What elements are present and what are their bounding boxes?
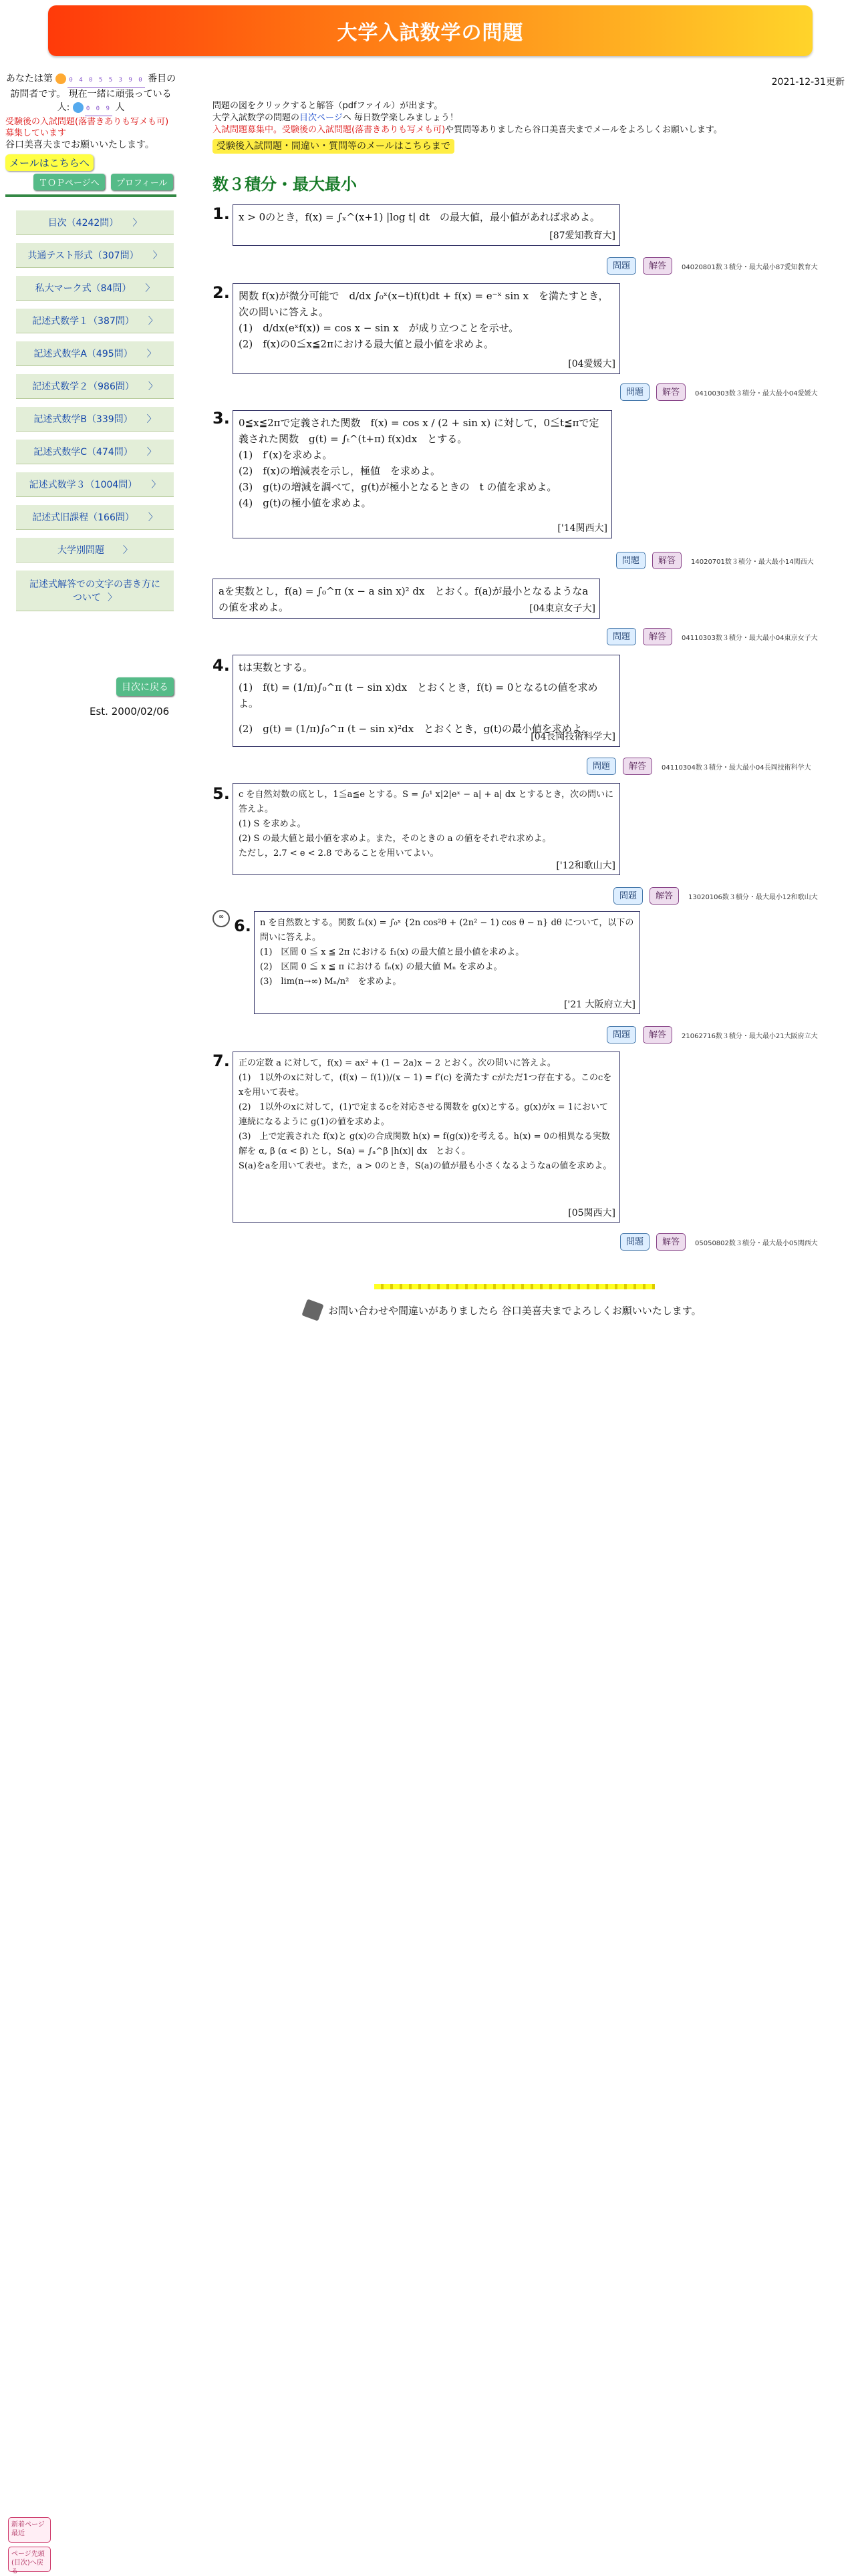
question-button[interactable]: 問題 <box>620 383 650 401</box>
chevron-right-icon: 〉 <box>152 251 162 261</box>
chevron-right-icon: 〉 <box>151 480 161 490</box>
back-to-top-button[interactable]: ページ先頭 (目次)へ戻る <box>8 2547 51 2572</box>
problem-1[interactable]: x > 0のとき，f(x) = ∫ₓ^(x+1) |log t| dt の最大値，最小値があれば求めよ。 [87愛知教育大] <box>233 204 620 246</box>
answer-button[interactable]: 解答 <box>643 628 672 645</box>
problem-3-buttons <box>616 552 814 569</box>
problem-code: 04110303数３積分・最大最小04東京女子大 <box>682 634 818 642</box>
problem-extra[interactable]: aを実数とし，f(a) = ∫₀^π (x − a sin x)² dx とおく。f(a)が最小となるようなaの値を求めよ。 [04東京女子大] <box>212 579 600 619</box>
page-title: 大学入試数学の問題 <box>337 21 524 45</box>
index-page-link[interactable]: 目次ページ <box>299 113 343 123</box>
problem-3[interactable]: 0≦x≦2πで定義された関数 f(x) = cos x / (2 + sin x) に対して，0≦t≦πで定義された関数 g(t) = ∫ₜ^(t+π) f(x)dx とする。 (1) f′(x)を求めよ。 (2) f(x)の増減表を示し，極値 を求めよ。 (3) g(t)の増減を調べて，g(t)が極小となるときの t の値を求めよ。 (4) g(t)の極小値を求めよ。 ['14関西大] <box>233 410 612 538</box>
problem-code: 04110304数３積分・最大最小04長岡技術科学大 <box>662 764 811 772</box>
problem-7[interactable]: 正の定数 a に対して，f(x) = ax² + (1 − 2a)x − 2 とおく。次の問いに答えよ。 (1) 1以外のxに対して，(f(x) − f(1))/(x − 1) = f′(c) を満たす cがただ1つ存在する。このcをxを用いて表せ。 (2) 1以外のxに対して，(1)で定まるcを対応させる関数を g(x)とする。g(x)がx = 1において連続になるように g(1)の値を求めよ。 (3) 上で定義された f(x)と g(x)の合成関数 h(x) = f(g(x))を考える。h(x) = 0の相異なる実数解を α, β (α < β) とし，S(a) = ∫ₐ^β |h(x)| dx とおく。 S(a)をaを用いて表せ。また，a > 0のとき，S(a)の値が最も小さくなるようなaの値を求めよ。 [05関西大] <box>233 1052 620 1223</box>
problem-source: [04長岡技術科学大] <box>531 732 615 742</box>
question-button[interactable]: 問題 <box>616 552 646 569</box>
problem-2-buttons <box>620 383 818 401</box>
problem-6-buttons <box>607 1026 818 1043</box>
chevron-right-icon: 〉 <box>145 283 155 294</box>
problem-source: [87愛知教育大] <box>549 230 615 241</box>
chevron-right-icon: 〉 <box>132 218 142 228</box>
problem-extra-buttons <box>607 628 818 645</box>
menu-item-mathB[interactable]: 記述式数学B（339問） 〉 <box>16 407 174 432</box>
menu-item-math3[interactable]: 記述式数学３（1004問） 〉 <box>16 472 174 497</box>
problem-number: 7. <box>212 1052 230 1070</box>
menu-item-by-university[interactable]: 大学別問題 〉 <box>16 538 174 562</box>
menu-item-math2[interactable]: 記述式数学２（986問） 〉 <box>16 374 174 399</box>
footer-divider <box>374 1284 655 1289</box>
problem-6[interactable]: n を自然数とする。関数 fₙ(x) = ∫₀ˣ {2n cos²θ + (2n² − 1) cos θ − n} dθ について，以下の問いに答えよ。 (1) 区間 0 ≦ x ≦ 2π における f₁(x) の最大値と最小値を求めよ。 (2) 区間 0 ≦ x ≦ π における fₙ(x) の最大値 Mₙ を求めよ。 (3) lim(n→∞) Mₙ/n² を求めよ。 ['21 大阪府立大] <box>254 911 640 1014</box>
answer-button[interactable]: 解答 <box>656 1233 686 1251</box>
problem-source: [05関西大] <box>568 1208 615 1219</box>
menu-item-old-course[interactable]: 記述式旧課程（166問） 〉 <box>16 505 174 530</box>
cube-icon <box>301 1299 323 1321</box>
problem-5[interactable]: c を自然対数の底とし，1≦a≦e とする。S = ∫₀¹ x|2|eˣ − a| + a| dx とするとき，次の問いに答えよ。 (1) S を求めよ。 (2) S の最大値と最小値を求めよ。また，そのときの a の値をそれぞれ求めよ。 ただし，2.7 < e < 2.8 であることを用いてよい。 ['12和歌山大] <box>233 783 620 875</box>
chevron-right-icon: 〉 <box>108 593 117 603</box>
chevron-right-icon: 〉 <box>148 512 158 523</box>
problem-number: 1. <box>212 204 230 223</box>
problem-code: 05050802数３積分・最大最小05関西大 <box>695 1239 818 1247</box>
chevron-right-icon: 〉 <box>146 349 156 359</box>
menu <box>16 200 174 611</box>
profile-button[interactable]: プロフィール <box>111 174 173 190</box>
answer-button[interactable]: 解答 <box>650 887 679 905</box>
recruit-notice: 受験後の入試問題(落書きありも写メも可)募集しています <box>5 117 169 138</box>
problem-number: 2. <box>212 283 230 302</box>
problem-number: 6. <box>234 917 251 935</box>
problem-4-buttons <box>587 758 811 775</box>
problem-code: 04100303数３積分・最大最小04愛媛大 <box>695 389 818 397</box>
answer-button[interactable]: 解答 <box>652 552 682 569</box>
problem-source: ['14関西大] <box>557 523 607 534</box>
menu-item-private-mark[interactable]: 私大マーク式（84問） 〉 <box>16 276 174 301</box>
menu-item-math1[interactable]: 記述式数学１（387問） 〉 <box>16 309 174 333</box>
problem-code: 04020801数３積分・最大最小87愛知教育大 <box>682 263 818 271</box>
visitor-counter: あなたは第 0 4 0 5 5 3 9 0 番目の訪問者です。 現在一緒に頑張っている人: 0 0 9 人 <box>5 72 176 116</box>
chevron-right-icon: 〉 <box>146 414 156 425</box>
back-to-index-button[interactable]: 目次に戻る <box>116 677 174 696</box>
answer-button[interactable]: 解答 <box>656 383 686 401</box>
problem-source: [04東京女子大] <box>529 603 595 614</box>
mail-highlight-link[interactable]: 受験後入試問題・間違い・質問等のメールはこちらまで <box>212 139 454 154</box>
answer-button[interactable]: 解答 <box>643 1026 672 1043</box>
page-header <box>48 5 813 56</box>
question-button[interactable]: 問題 <box>607 1026 636 1043</box>
problem-2[interactable]: 関数 f(x)が微分可能で d/dx ∫₀ˣ(x−t)f(t)dt + f(x) = e⁻ˣ sin x を満たすとき，次の問いに答えよ。 (1) d/dx(eˣf(x)) = cos x − sin x が成り立つことを示せ。 (2) f(x)の0≦x≦2πにおける最大値と最小値を求めよ。 [04愛媛大] <box>233 283 620 374</box>
problem-number: 5. <box>212 784 230 803</box>
chevron-right-icon: 〉 <box>148 381 158 392</box>
menu-item-common-test[interactable]: 共通テスト形式（307問） 〉 <box>16 243 174 268</box>
answer-button[interactable]: 解答 <box>623 758 652 775</box>
chevron-right-icon: 〉 <box>148 316 158 327</box>
menu-item-mathA[interactable]: 記述式数学A（495問） 〉 <box>16 341 174 366</box>
new-pages-button[interactable]: 新着ページ 最近 <box>8 2517 51 2543</box>
problem-4[interactable]: tは実数とする。 (1) f(t) = (1/π)∫₀^π (t − sin x)dx とおくとき，f(t) = 0となるtの値を求めよ。 (2) g(t) = (1/π)∫₀^π (t − sin x)²dx とおくとき，g(t)の最小値を求めよ。 [04長岡技術科学大] <box>233 655 620 747</box>
counter-icon <box>55 73 66 84</box>
problem-5-buttons <box>613 887 818 905</box>
online-count: 0 0 9 <box>85 102 112 116</box>
question-button[interactable]: 問題 <box>607 257 636 275</box>
section-title: 数３積分・最大最小 <box>212 175 357 194</box>
swirl-icon: ∞ <box>212 910 230 927</box>
problem-code: 14020701数３積分・最大最小14関西大 <box>691 558 814 566</box>
online-icon <box>73 102 84 113</box>
problem-code: 21062716数３積分・最大最小21大阪府立大 <box>682 1032 818 1040</box>
menu-item-mathC[interactable]: 記述式数学C（474問） 〉 <box>16 440 174 464</box>
problem-7-buttons <box>620 1233 818 1251</box>
established-date: Est. 2000/02/06 <box>90 705 170 717</box>
footer-text: お問い合わせや間違いがありましたら 谷口美喜夫までよろしくお願いいたします。 <box>328 1304 702 1317</box>
footer <box>304 1301 702 1319</box>
divider <box>5 194 176 197</box>
question-button[interactable]: 問題 <box>620 1233 650 1251</box>
problem-source: ['21 大阪府立大] <box>563 999 635 1010</box>
problem-source: ['12和歌山大] <box>556 860 615 871</box>
question-button[interactable]: 問題 <box>607 628 636 645</box>
problem-1-buttons <box>607 257 818 275</box>
problem-number: 3. <box>212 409 230 428</box>
visitor-count: 0 4 0 5 5 3 9 0 <box>67 73 144 88</box>
question-button[interactable]: 問題 <box>587 758 616 775</box>
problem-number: 4. <box>212 656 230 675</box>
question-button[interactable]: 問題 <box>613 887 643 905</box>
chevron-right-icon: 〉 <box>146 447 156 458</box>
chevron-right-icon: 〉 <box>123 545 132 556</box>
problem-code: 13020106数３積分・最大最小12和歌山大 <box>688 893 818 901</box>
menu-item-index[interactable]: 目次（4242問） 〉 <box>16 210 174 235</box>
request-text: 谷口美喜夫までお願いいたします。 <box>5 140 154 150</box>
problem-source: [04愛媛大] <box>568 359 615 369</box>
updated-date: 2021-12-31更新 <box>771 77 845 88</box>
intro: 問題の図をクリックすると解答（pdfファイル）が出ます。 大学入試数学の問題の目次ページへ 毎日数学楽しみましょう！ 入試問題募集中。受験後の入試問題(落書きありも写メも可)や質問等ありましたら谷口美喜夫までメールをよろしくお願いします。 受験後入試問題・間違い・質問等のメールはこちらまで <box>212 100 814 154</box>
menu-item-writing-guide[interactable]: 記述式解答での文字の書き方について 〉 <box>16 571 174 611</box>
mail-link[interactable]: メールはこちらへ <box>5 154 94 171</box>
top-page-button[interactable]: ＴＯＰページへ <box>33 174 105 190</box>
answer-button[interactable]: 解答 <box>643 257 672 275</box>
sidebar <box>5 72 176 619</box>
